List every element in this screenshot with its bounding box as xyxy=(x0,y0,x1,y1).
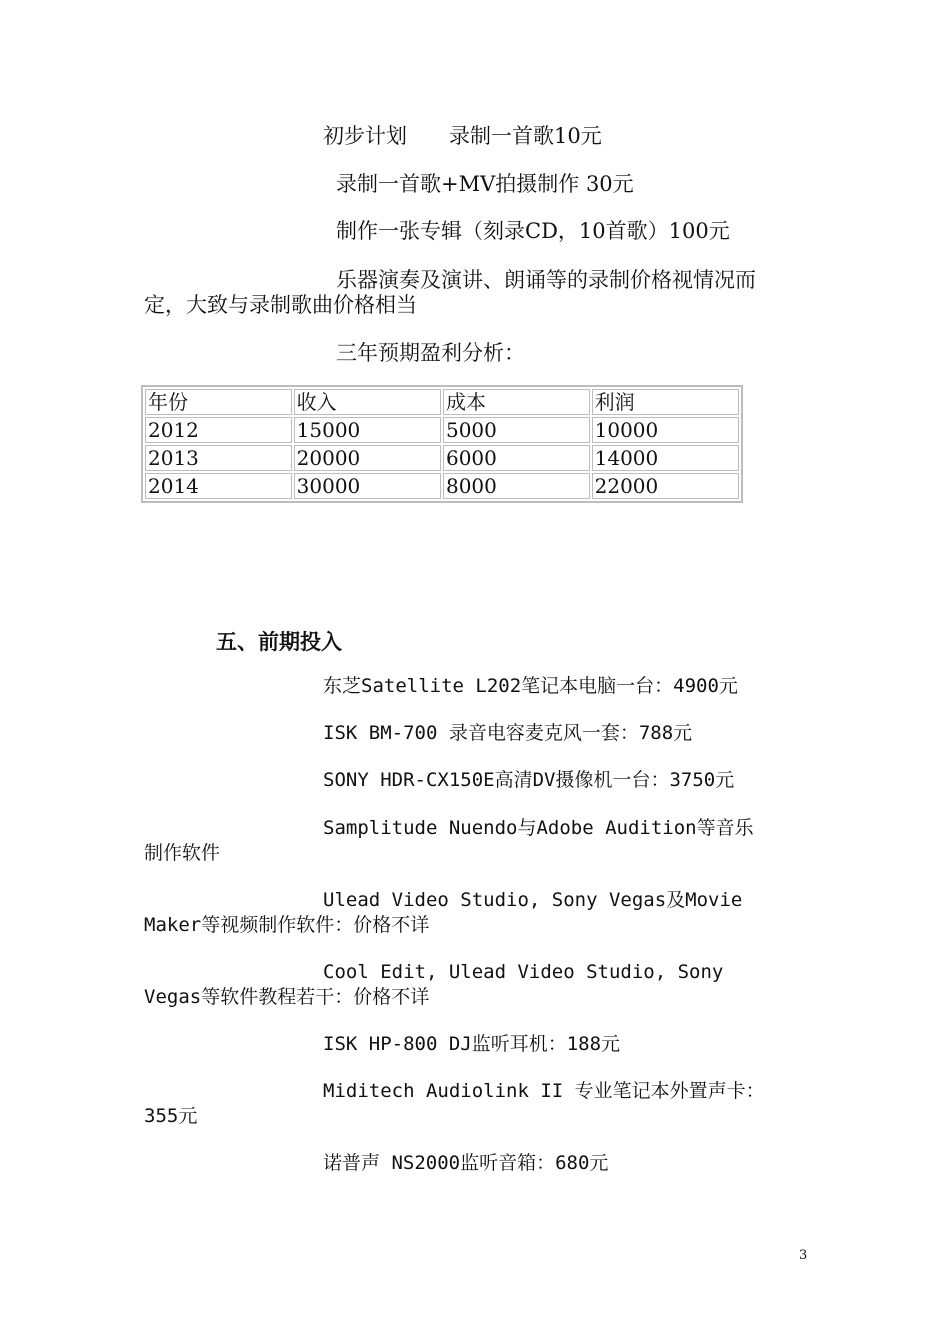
table-cell: 2012 xyxy=(145,417,292,443)
table-header-cell: 年份 xyxy=(145,389,292,415)
table-header-row xyxy=(145,389,739,415)
plan-line-1: 初步计划 录制一首歌10元 xyxy=(323,124,602,148)
table-header-cell: 成本 xyxy=(443,389,590,415)
plan-line-5: 三年预期盈利分析： xyxy=(336,341,525,365)
investment-item: Ulead Video Studio, Sony Vegas及Movie xyxy=(323,889,743,911)
page-number: 3 xyxy=(799,1248,808,1263)
plan-line-4a: 乐器演奏及演讲、朗诵等的录制价格视情况而 xyxy=(336,268,756,292)
table-header-cell: 利润 xyxy=(592,389,739,415)
table-cell: 15000 xyxy=(294,417,441,443)
table-cell: 14000 xyxy=(592,445,739,471)
investment-item: Samplitude Nuendo与Adobe Audition等音乐 xyxy=(323,817,754,839)
investment-item: Miditech Audiolink II 专业笔记本外置声卡： xyxy=(323,1080,765,1102)
investment-item-cont: 制作软件 xyxy=(144,842,221,864)
plan-line-2: 录制一首歌+MV拍摄制作 30元 xyxy=(336,172,634,196)
table-cell: 30000 xyxy=(294,473,441,499)
investment-item: 东芝Satellite L202笔记本电脑一台：4900元 xyxy=(323,675,738,697)
plan-line-4b: 定，大致与录制歌曲价格相当 xyxy=(144,293,417,317)
table-header-cell: 收入 xyxy=(294,389,441,415)
investment-item: ISK HP-800 DJ监听耳机：188元 xyxy=(323,1033,621,1055)
section-heading: 五、前期投入 xyxy=(216,630,342,654)
table-cell: 5000 xyxy=(443,417,590,443)
table-cell: 2014 xyxy=(145,473,292,499)
investment-item-cont: Maker等视频制作软件：价格不详 xyxy=(144,914,430,936)
table-row xyxy=(145,445,739,471)
table-row xyxy=(145,417,739,443)
profit-table xyxy=(141,385,743,503)
table-cell: 10000 xyxy=(592,417,739,443)
investment-item: Cool Edit, Ulead Video Studio, Sony xyxy=(323,961,724,983)
investment-item-cont: Vegas等软件教程若干：价格不详 xyxy=(144,986,430,1008)
table-cell: 2013 xyxy=(145,445,292,471)
investment-item: SONY HDR-CX150E高清DV摄像机一台：3750元 xyxy=(323,769,735,791)
plan-line-3: 制作一张专辑（刻录CD，10首歌）100元 xyxy=(336,219,730,243)
table-cell: 8000 xyxy=(443,473,590,499)
table-cell: 6000 xyxy=(443,445,590,471)
investment-item-cont: 355元 xyxy=(144,1105,198,1127)
investment-item: ISK BM-700 录音电容麦克风一套：788元 xyxy=(323,722,693,744)
investment-item: 诺普声 NS2000监听音箱：680元 xyxy=(323,1152,609,1174)
table-row xyxy=(145,473,739,499)
table-cell: 22000 xyxy=(592,473,739,499)
table-cell: 20000 xyxy=(294,445,441,471)
